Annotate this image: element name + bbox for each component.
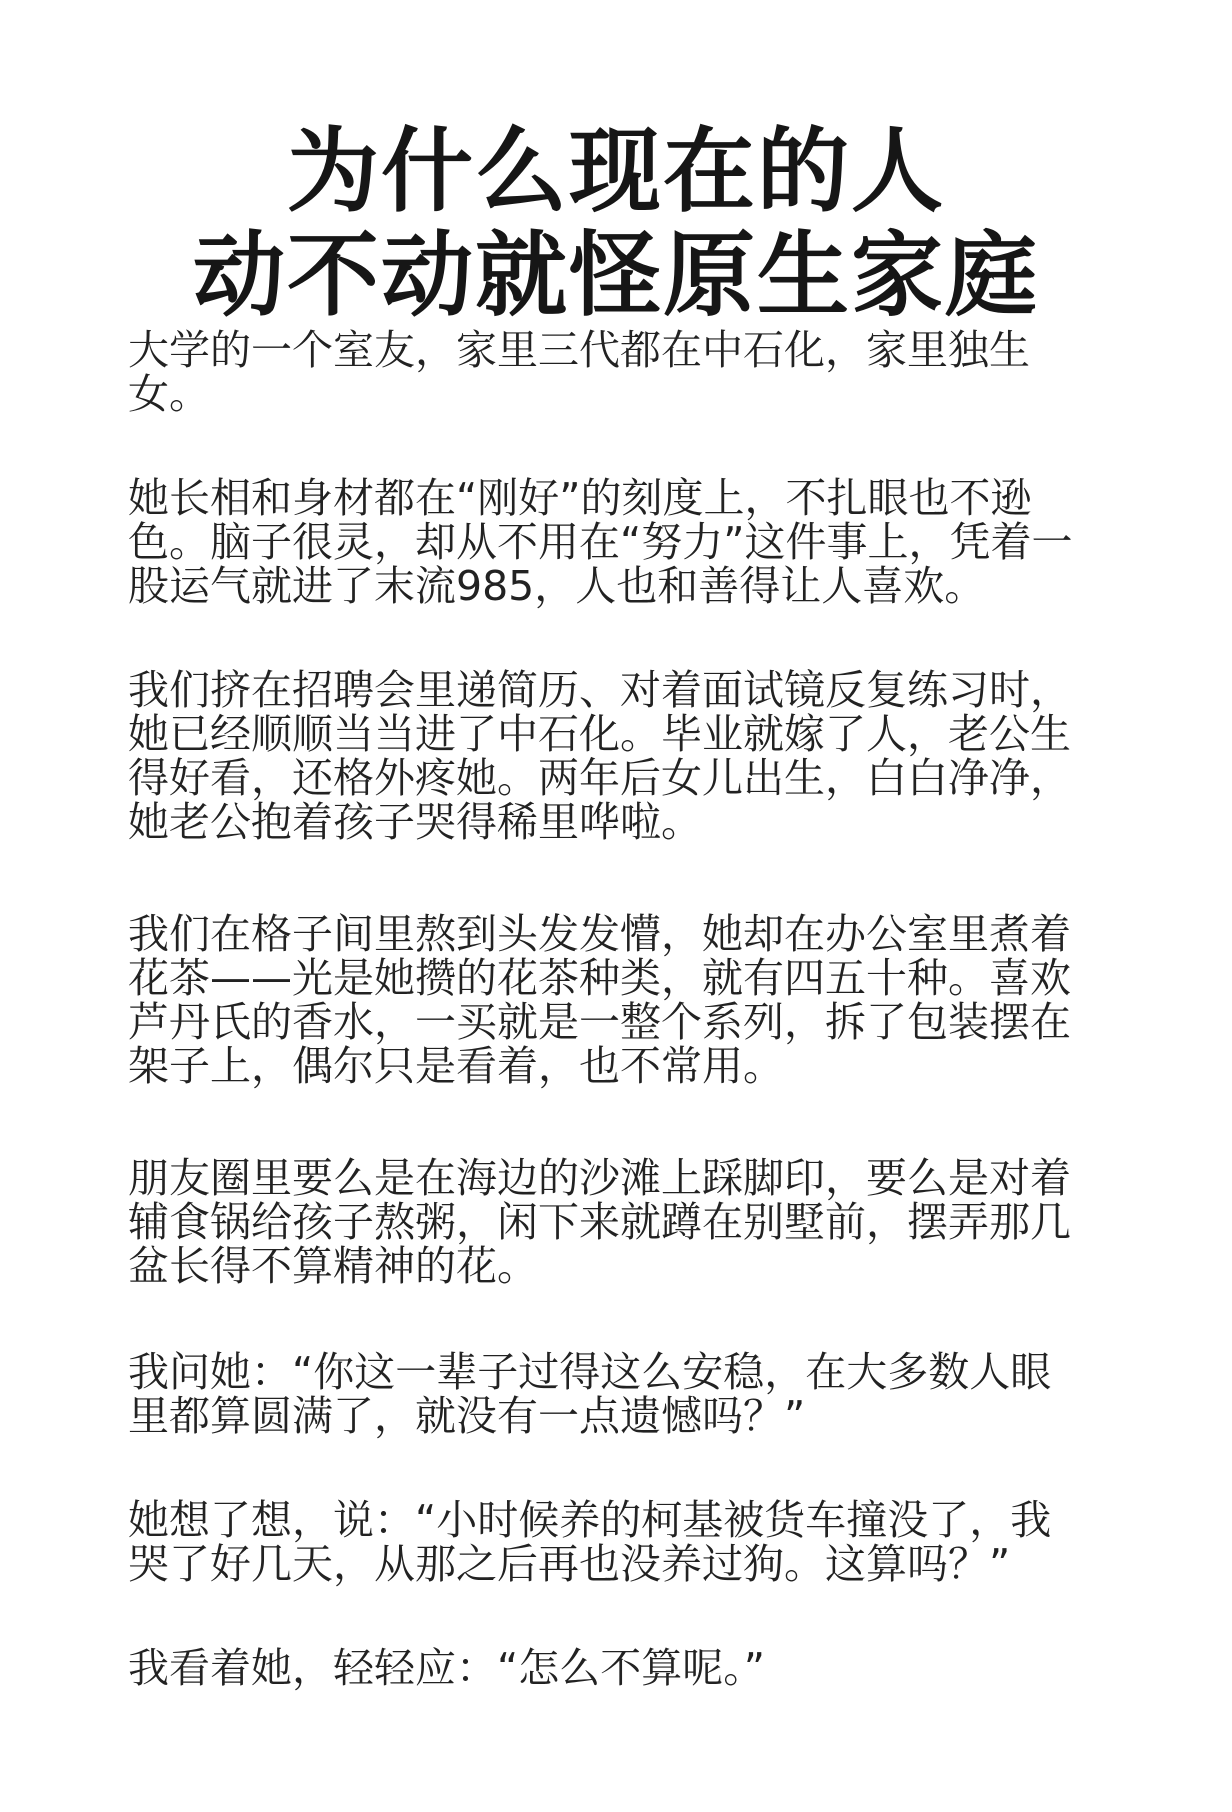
paragraph-6: 我问她：“你这一辈子过得这么安稳，在大多数人眼里都算圆满了，就没有一点遗憾吗？”	[128, 1348, 1052, 1440]
paragraph-1: 大学的一个室友，家里三代都在中石化，家里独生女。	[128, 326, 1030, 418]
title-line-1: 为什么现在的人	[286, 117, 945, 225]
paragraph-4: 我们在格子间里熬到头发发懵，她却在办公室里煮着花茶——光是她攒的花茶种类，就有四五十种。喜欢芦丹氏的香水，一买就是一整个系列，拆了包装摆在架子上，偶尔只是看着，也不常用。	[128, 910, 1071, 1090]
title-line-2: 动不动就怪原生家庭	[192, 221, 1039, 329]
page-title	[0, 117, 1232, 329]
paragraph-2: 她长相和身材都在“刚好”的刻度上，不扎眼也不逊色。脑子很灵，却从不用在“努力”这件事上，凭着一股运气就进了末流985，人也和善得让人喜欢。	[128, 474, 1073, 610]
paragraph-3: 我们挤在招聘会里递简历、对着面试镜反复练习时，她已经顺顺当当进了中石化。毕业就嫁了人，老公生得好看，还格外疼她。两年后女儿出生，白白净净，她老公抱着孩子哭得稀里哗啦。	[128, 666, 1071, 846]
article-body	[128, 328, 1088, 1690]
paragraph-8: 我看着她，轻轻应：“怎么不算呢。”	[128, 1644, 765, 1692]
paragraph-7: 她想了想，说：“小时候养的柯基被货车撞没了，我哭了好几天，从那之后再也没养过狗。这算吗？”	[128, 1496, 1052, 1588]
paragraph-5: 朋友圈里要么是在海边的沙滩上踩脚印，要么是对着辅食锅给孩子熬粥，闲下来就蹲在别墅前，摆弄那几盆长得不算精神的花。	[128, 1154, 1071, 1290]
